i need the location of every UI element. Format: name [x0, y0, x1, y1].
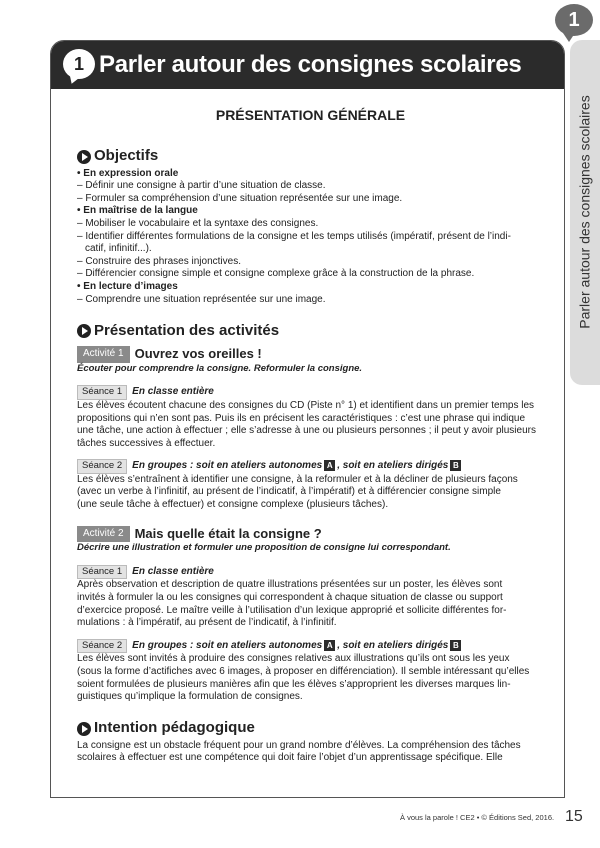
seance-title-part: , soit en ateliers dirigés — [337, 460, 449, 472]
chapter-frame — [50, 40, 565, 798]
a2-seance-2-tag: Séance 2 — [77, 639, 127, 654]
para-line: propositions qui n’en sont pas. Puis ils en précisent les caractéristiques : c’est une phrase qui indique — [77, 412, 526, 424]
chapter-header — [51, 41, 564, 89]
a2-seance-1-header — [77, 565, 544, 580]
para-line: Les élèves écoutent chacune des consignes du CD (Piste n° 1) et identifient dans un premier temps les — [77, 399, 535, 411]
para-line: scolaires à effectuer est une compétence qui doit faire l’objet d’un apprentissage spécifique. Elle — [77, 752, 503, 764]
objectifs-list — [77, 168, 544, 307]
activite-2-subtitle: Décrire une illustration et formuler une proposition de consigne lui correspondant. — [77, 542, 451, 554]
play-circle-icon — [77, 324, 91, 338]
para-line: tâches successives à effectuer. — [77, 437, 216, 449]
guided-badge: B — [450, 640, 461, 651]
intention-heading — [77, 719, 544, 737]
chapter-content — [51, 89, 564, 765]
para-line: d’exercice proposé. Le maître veille à l’utilisation d’un lexique approprié et sollicite différentes for- — [77, 604, 507, 616]
objectif-line: – Comprendre une situation représentée sur une image. — [77, 293, 326, 305]
chapter-number-badge — [63, 49, 95, 79]
side-tab-label-wrap — [570, 44, 600, 379]
para-line: (sous la forme d’actifiches avec 6 images, à proposer en différenciation). Il semble intéressant qu’elles — [77, 666, 530, 677]
objectif-line: – Identifier différentes formulations de la consigne et les temps utilisés (impératif, présent de l’indi- — [77, 230, 511, 242]
a2-seance-2-header — [77, 639, 544, 654]
para-line: Après observation et description de quatre illustrations présentées sur un poster, les élèves sont — [77, 579, 503, 591]
intention-text — [77, 740, 544, 765]
para-line: (une seule tâche à effectuer) et consigne complexe (plusieurs tâches). — [77, 499, 389, 511]
seance-title-part: En groupes : soit en ateliers autonomes — [132, 639, 323, 651]
play-circle-icon — [77, 150, 91, 164]
activite-2-title: Mais quelle était la consigne ? — [134, 525, 322, 541]
para-line: mulations : à l’impératif, au présent de l’indicatif, à l’infinitif. — [77, 617, 337, 629]
presentation-heading — [77, 321, 544, 339]
a2-seance-1-text — [77, 579, 544, 629]
play-circle-icon — [77, 722, 91, 736]
para-line: une tâche, une action à effectuer ; elle s’adresse à une ou plusieurs personnes ; il peut y avoir plusieurs — [77, 425, 536, 437]
objectif-line: – Définir une consigne à partir d’une situation de classe. — [77, 180, 326, 192]
activite-1-title: Ouvrez vos oreilles ! — [134, 346, 262, 362]
chapter-title: Parler autour des consignes scolaires — [99, 51, 522, 78]
objectif-line: – Construire des phrases injonctives. — [77, 255, 241, 267]
objectif-line: • En expression orale — [77, 167, 179, 179]
guided-badge: B — [450, 460, 461, 471]
seance-title-part: En groupes : soit en ateliers autonomes — [132, 460, 323, 472]
para-line: guistiques qu’implique la formulation de consignes. — [77, 691, 303, 703]
para-line: Les élèves sont invités à produire des consignes relatives aux illustrations qu’ils ont sous les yeux — [77, 653, 510, 665]
page-number: 15 — [565, 808, 583, 825]
objectifs-heading — [77, 147, 544, 165]
para-line: La consigne est un obstacle fréquent pour un grand nombre d’élèves. La compréhension des tâches — [77, 739, 521, 751]
activite-2-header — [77, 526, 544, 543]
a2-seance-1-title: En classe entière — [132, 565, 214, 577]
a1-seance-1-title: En classe entière — [132, 386, 214, 398]
seance-title-part: , soit en ateliers dirigés — [337, 639, 449, 651]
a1-seance-1-tag: Séance 1 — [77, 385, 127, 400]
autonomous-badge: A — [324, 640, 335, 651]
objectif-line: – Formuler sa compréhension d’une situation représentée sur une image. — [77, 192, 403, 204]
a1-seance-2-tag: Séance 2 — [77, 459, 127, 474]
a1-seance-1-header — [77, 385, 544, 400]
chapter-number: 1 — [73, 53, 84, 74]
objectif-line: – Mobiliser le vocabulaire et la syntaxe des consignes. — [77, 217, 319, 229]
activite-1-tag: Activité 1 — [77, 346, 130, 363]
para-line: invités à formuler la ou les consignes qui correspondent à chaque situation de classe ou support — [77, 592, 503, 604]
side-tab-number: 1 — [568, 8, 580, 31]
a2-seance-2-text — [77, 653, 544, 703]
para-line: Les élèves s’entraînent à identifier une consigne, à la reformuler et à la décliner de plusieurs façons — [77, 473, 518, 485]
objectif-line: – Différencier consigne simple et consigne complexe grâce à la construction de la phrase. — [77, 268, 475, 280]
objectif-line: catif, infinitif...). — [85, 243, 152, 255]
section-title: PRÉSENTATION GÉNÉRALE — [215, 107, 406, 123]
a1-seance-2-title — [132, 460, 463, 473]
a2-seance-1-tag: Séance 1 — [77, 565, 127, 580]
footer-credit: À vous la parole ! CE2 • © Éditions Sed, 2016. — [400, 813, 555, 822]
objectif-line: • En maîtrise de la langue — [77, 205, 198, 217]
side-tab-number-badge — [555, 4, 593, 36]
activite-2-tag: Activité 2 — [77, 526, 130, 543]
para-line: (avec un verbe à l’infinitif, au présent de l’indicatif, à l’impératif) et à différencier consigne simple — [77, 486, 501, 498]
objectif-line: • En lecture d’images — [77, 280, 178, 292]
activite-1-subtitle: Écouter pour comprendre la consigne. Reformuler la consigne. — [77, 362, 363, 374]
para-line: soient formulées de plusieurs manières afin que les élèves s’approprient les diverses marques lin- — [77, 678, 511, 690]
a1-seance-1-text — [77, 400, 544, 450]
a1-seance-2-header — [77, 459, 544, 474]
presentation-heading-text: Présentation des activités — [94, 321, 280, 339]
intention-heading-text: Intention pédagogique — [94, 719, 255, 737]
a1-seance-2-text — [77, 474, 544, 512]
objectifs-heading-text: Objectifs — [94, 147, 159, 165]
autonomous-badge: A — [324, 460, 335, 471]
side-tab-label: Parler autour des consignes scolaires — [577, 94, 593, 329]
activite-1-header — [77, 346, 544, 363]
a2-seance-2-title — [132, 640, 463, 653]
